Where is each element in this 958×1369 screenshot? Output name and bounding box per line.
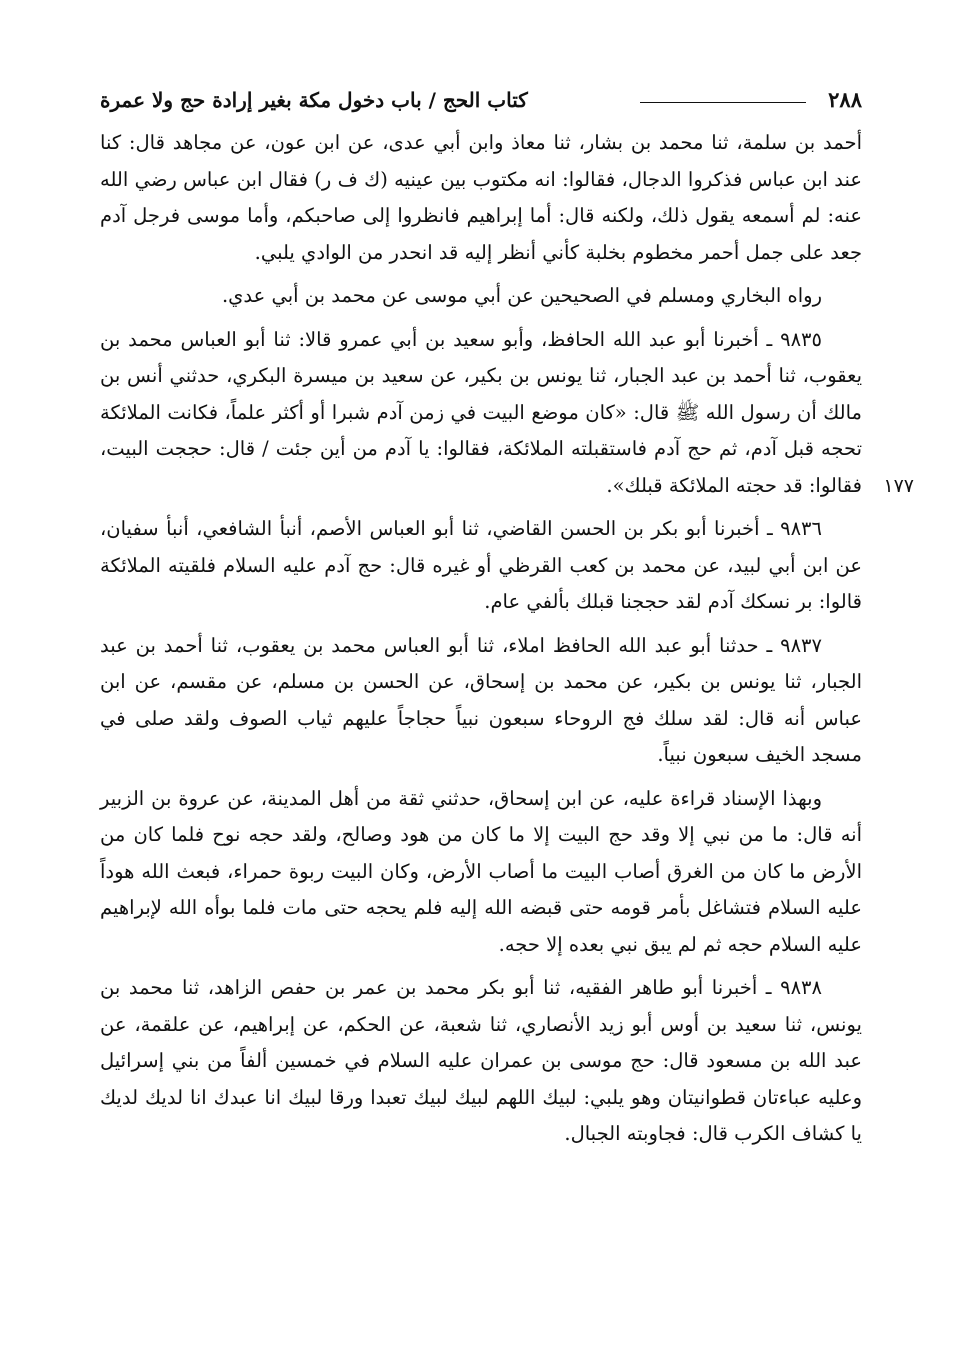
page-number: ٢٨٨ (828, 87, 862, 112)
paragraph-hadith-9836: ٩٨٣٦ ـ أخبرنا أبو بكر بن الحسن القاضي، ثنا أبو العباس الأصم، أنبأ الشافعي، أنبأ سفيان، عن ابن أبي لبيد، عن محمد بن كعب القرظي أو غيره قال: حج آدم عليه السلام فلقيته الملائكة قالوا: بر نسكك آدم لقد حججنا قبلك بألفي عام. (100, 517, 862, 613)
paragraph-hadith-9835 (100, 322, 914, 505)
hadith-9835-text: ٩٨٣٥ ـ أخبرنا أبو عبد الله الحافظ، وأبو سعيد بن أبي عمرو قالا: ثنا أبو العباس محمد بن يعقوب، ثنا أحمد بن عبد الجبار، ثنا يونس بن بكير، عن سعيد بن ميسرة البكري، حدثني أنس بن مالك أن رسول الله ﷺ قال: «كان موضع البيت في زمن آدم شبرا أو أكثر علماً، فكانت الملائكة تحجه قبل آدم، ثم حج آدم فاستقبلته الملائكة، فقالوا: يا آدم من أين جئت / قال: حججت البيت، فقالوا: قد حجته الملائكة قبلك». (100, 327, 862, 497)
page-header (100, 78, 862, 118)
paragraph-takhrij: رواه البخاري ومسلم في الصحيحين عن أبي موسى عن محمد بن أبي عدي. (221, 284, 822, 307)
paragraph-hadith-9838: ٩٨٣٨ ـ أخبرنا أبو طاهر الفقيه، ثنا أبو بكر محمد بن عمر بن حفص الزاهد، ثنا محمد بن يونس، ثنا سعيد بن أوس أبو زيد الأنصاري، ثنا شعبة، عن الحكم، عن إبراهيم، عن علقمة، عن عبد الله بن مسعود قال: حج موسى بن عمران عليه السلام في خمسين ألفاً من بني إسرائيل وعليه عباءتان قطوانيتان وهو يلبي: لبيك اللهم لبيك لبيك تعبدا ورقا لبيك انا عبدك انا لديك لديك يا كشاف الكرب قال: فجاوبته الجبال. (100, 976, 862, 1145)
page-body (100, 125, 914, 1160)
margin-volume-page: ١٧٧ (883, 475, 914, 497)
paragraph-hadith-9837: ٩٨٣٧ ـ حدثنا أبو عبد الله الحافظ املاء، ثنا أبو العباس محمد بن يعقوب، ثنا أحمد بن عبد الجبار، ثنا يونس بن بكير، عن محمد بن إسحاق، عن الحسن بن مسلم، عن مقسم، عن ابن عباس أنه قال: لقد سلك فج الروحاء سبعون نبياً حجاجاً عليهم ثياب الصوف ولقد صلى في مسجد الخيف سبعون نبياً. (100, 633, 862, 766)
paragraph-continuation: أحمد بن سلمة، ثنا محمد بن بشار، ثنا معاذ وابن أبي عدى، عن ابن عون، عن مجاهد قال: كنا عند ابن عباس فذكروا الدجال، فقالوا: انه مكتوب بين عينيه (ك ف ر) فقال ابن عباس رضي الله عنه: لم أسمعه يقول ذلك، ولكنه قال: أما إبراهيم فانظروا إلى صاحبكم، وأما موسى فرجل آدم جعد على جمل أحمر مخطوم بخلبة كأني أنظر إليه قد انحدر من الوادي يلبي. (100, 131, 862, 264)
paragraph-isnad-continuation: وبهذا الإسناد قراءة عليه، عن ابن إسحاق، حدثني ثقة من أهل المدينة، عن عروة بن الزبير أنه قال: ما من نبي إلا وقد حج البيت إلا ما كان من هود وصالح، ولقد حجه نوح فلما كان من الأرض ما كان من الغرق أصاب البيت ما أصاب الأرض، وكان البيت ربوة حمراء، فبعث الله هوداً عليه السلام فتشاغل بأمر قومه حتى قبضه الله إليه فلم يحجه حتى مات فلما بوأه الله لإبراهيم عليه السلام حجه ثم لم يبق نبي بعده إلا حجه. (100, 786, 862, 956)
header-divider (640, 102, 806, 103)
running-title: كتاب الحج / باب دخول مكة بغير إرادة حج ولا عمرة (100, 88, 528, 112)
